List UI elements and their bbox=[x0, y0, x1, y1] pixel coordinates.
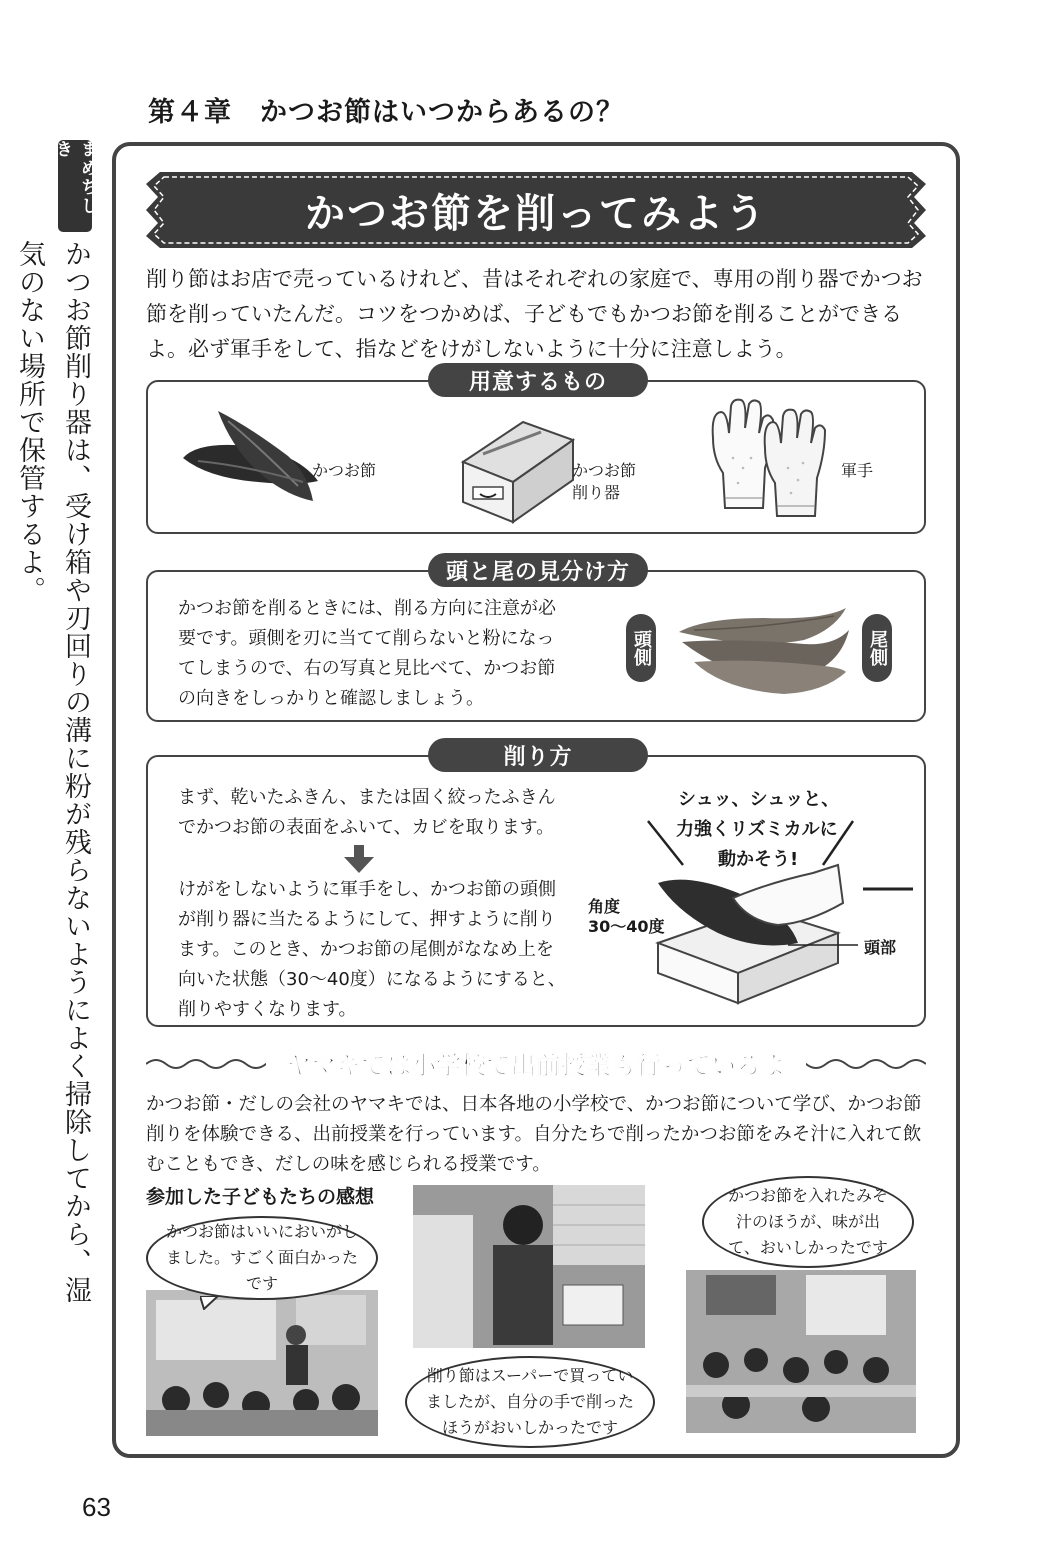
katsuobushi-illustration bbox=[178, 406, 328, 516]
impression-bubble-3 bbox=[702, 1176, 914, 1268]
side-note-text: かつお節削り器は、受け箱や刃回りの溝に粉が残らないようによく掃除してから、湿気のない場所で保管するよ。 bbox=[14, 240, 91, 1304]
main-title: かつお節を削ってみよう bbox=[305, 190, 767, 237]
katsuobushi-photo bbox=[674, 600, 850, 700]
items-box bbox=[146, 369, 926, 534]
item3-label: 軍手 bbox=[841, 461, 874, 480]
classroom-photo-2 bbox=[413, 1185, 645, 1348]
caption-line3: 動かそう! bbox=[718, 849, 799, 870]
chapter-title: 第４章 かつお節はいつからあるの？ bbox=[148, 97, 624, 128]
impression-bubble-1 bbox=[146, 1216, 378, 1300]
items-title: 用意するもの bbox=[428, 363, 648, 397]
impression-text-1: かつお節はいいにおいがしました。すごく面白かったです bbox=[166, 1222, 359, 1293]
head-tail-box bbox=[146, 559, 926, 722]
impression-bubble-2 bbox=[405, 1356, 655, 1448]
how-step1-text: まず、乾いたふきん、または固く絞ったふきんでかつお節の表面をふいて、カビを取ります。 bbox=[178, 787, 556, 838]
intro-text: 削り節はお店で売っているけれど、昔はそれぞれの家庭で、専用の削り器でかつお節を削っていたんだ。コツをつかめば、子どもでもかつお節を削ることができるよ。必ず軍手をして、指などをけがしないように十分に注意しよう。 bbox=[146, 267, 923, 361]
angle-line2: 30～40度 bbox=[588, 917, 665, 936]
classroom-photo-1 bbox=[146, 1290, 378, 1436]
yamaki-heading bbox=[146, 1044, 926, 1084]
head-tail-text: かつお節を削るときには、削る方向に注意が必要です。頭側を刃に当てて削らないと粉になってしまうので、右の写真と見比べて、かつお節の向きをしっかりと確認しましょう。 bbox=[178, 598, 556, 709]
shaver-box-illustration bbox=[453, 402, 583, 527]
shaving-illustration bbox=[638, 813, 928, 1023]
page-number: 63 bbox=[82, 1492, 111, 1522]
gloves-illustration bbox=[703, 398, 843, 523]
item1-label: かつお節 bbox=[312, 461, 377, 480]
impressions-heading: 参加した子どもたちの感想 bbox=[146, 1186, 375, 1208]
how-step2-text: けがをしないように軍手をし、かつお節の頭側が削り器に当たるようにして、押すように削ります。このとき、かつお節の尾側がななめ上を向いた状態（30～40度）になるようにすると、削りやすくなります。 bbox=[178, 879, 566, 1020]
impression-text-3: かつお節を入れたみそ汁のほうが、味が出て、おいしかったです bbox=[727, 1186, 888, 1257]
main-title-banner bbox=[146, 172, 926, 248]
head-part-label: 頭部 bbox=[864, 938, 897, 957]
item2-label-line2: 削り器 bbox=[572, 483, 621, 502]
item2-label-line1: かつお節 bbox=[572, 461, 637, 480]
head-tail-title: 頭と尾の見分け方 bbox=[428, 553, 648, 587]
yamaki-text: かつお節・だしの会社のヤマキでは、日本各地の小学校で、かつお節について学び、かつお節削りを体験できる、出前授業を行っています。自分たちで削ったかつお節をみそ汁に入れて飲むこともでき、だしの味を感じられる授業です。 bbox=[146, 1094, 922, 1175]
caption-line1: シュッ、シュッと、 bbox=[678, 789, 840, 810]
yamaki-title: ヤマキでは小学校で出前授業も行っているよ bbox=[266, 1044, 806, 1084]
tail-side-label: 尾側 bbox=[862, 614, 892, 682]
caption-line2: 力強くリズミカルに bbox=[676, 819, 838, 840]
arrow-down-icon bbox=[344, 845, 374, 875]
how-to-box bbox=[146, 744, 926, 1027]
how-to-title: 削り方 bbox=[428, 738, 648, 772]
angle-line1: 角度 bbox=[588, 897, 621, 916]
classroom-photo-3 bbox=[686, 1270, 916, 1433]
bubble-tail-1 bbox=[200, 1296, 220, 1310]
side-badge: まめちしき bbox=[58, 140, 92, 232]
impression-text-2: 削り節はスーパーで買っていましたが、自分の手で削ったほうがおいしかったです bbox=[425, 1366, 634, 1437]
head-side-label: 頭側 bbox=[626, 614, 656, 682]
